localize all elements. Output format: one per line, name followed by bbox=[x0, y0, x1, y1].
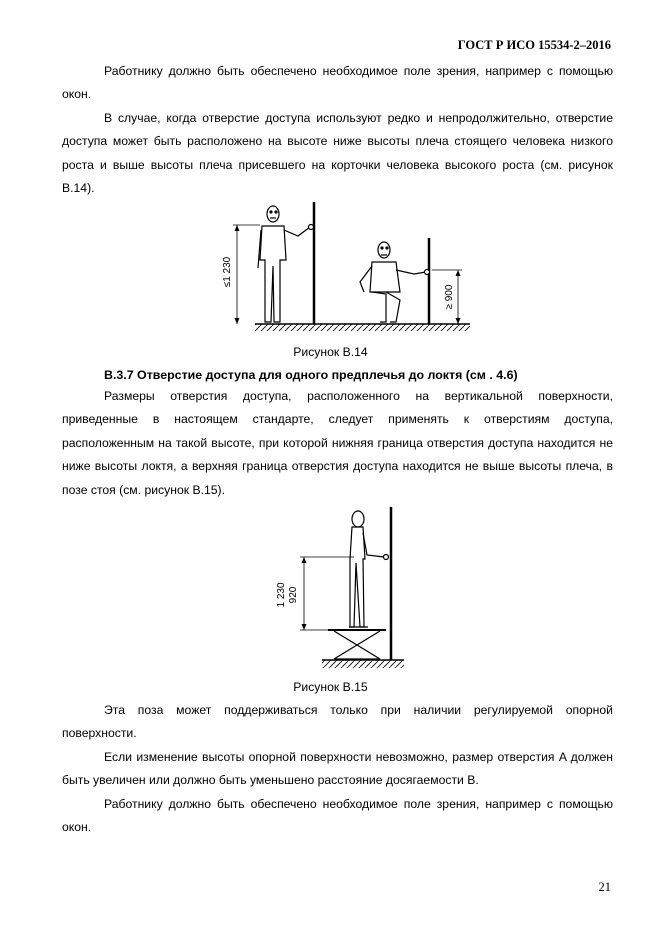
figure-caption: Рисунок В.15 bbox=[293, 680, 368, 694]
squatting-person-figure bbox=[360, 242, 430, 322]
paragraph: Размеры отверстия доступа, расположенного на вертикальной поверхности, приведенные в настоящем стандарте, следует применять к отверстиям доступа, расположенным на такой высоте, при которой нижняя граница отверстия доступа находится не ниже высоты локтя, а верхняя граница отверстия доступа находится не выше высоты плеча, в позе стоя (см. рисунок В.15). bbox=[62, 389, 613, 497]
adjustable-platform bbox=[328, 630, 386, 659]
figure-b15 bbox=[270, 505, 410, 670]
paragraph: В случае, когда отверстие доступа используют редко и непродолжительно, отверстие доступа может быть расположено на высоте ниже высоты плеча стоящего человека низкого роста и выше высоты плеча присевшего на корточки человека высокого роста (см. рисунок В.14). bbox=[62, 110, 613, 196]
dimension-label-left: ≤1 230 bbox=[222, 256, 233, 288]
paragraph: Работнику должно быть обеспечено необходимое поле зрения, например с помощью окон. bbox=[62, 796, 613, 835]
text-block-intro bbox=[62, 60, 613, 200]
document-header: ГОСТ Р ИСО 15534-2–2016 bbox=[457, 38, 611, 52]
dimension-label-1230: 1 230 bbox=[276, 582, 287, 608]
standing-person-figure bbox=[258, 206, 314, 322]
figure-b14 bbox=[200, 200, 480, 335]
floor-hatch bbox=[322, 660, 404, 668]
dimension-label-920: 920 bbox=[288, 586, 299, 604]
standing-person-profile-figure bbox=[349, 511, 389, 627]
paragraph: Эта поза может поддерживаться только при наличии регулируемой опорной поверхности. bbox=[62, 703, 613, 741]
dimension-label-right: ≥ 900 bbox=[444, 284, 455, 310]
text-block-section3 bbox=[62, 699, 613, 839]
paragraph: Работнику должно быть обеспечено необходимое поле зрения, например с помощью окон. bbox=[62, 64, 613, 102]
paragraph: Если изменение высоты опорной поверхности невозможно, размер отверстия A должен быть увеличен или должно быть уменьшено расстояние досягаемости B. bbox=[62, 749, 613, 788]
page-number: 21 bbox=[598, 880, 611, 894]
text-block-section2 bbox=[62, 385, 613, 502]
figure-caption: Рисунок В.14 bbox=[293, 345, 368, 359]
section-heading: В.3.7 Отверстие доступа для одного предплечья до локтя (см . 4.6) bbox=[104, 368, 518, 382]
floor-hatch bbox=[255, 324, 470, 331]
